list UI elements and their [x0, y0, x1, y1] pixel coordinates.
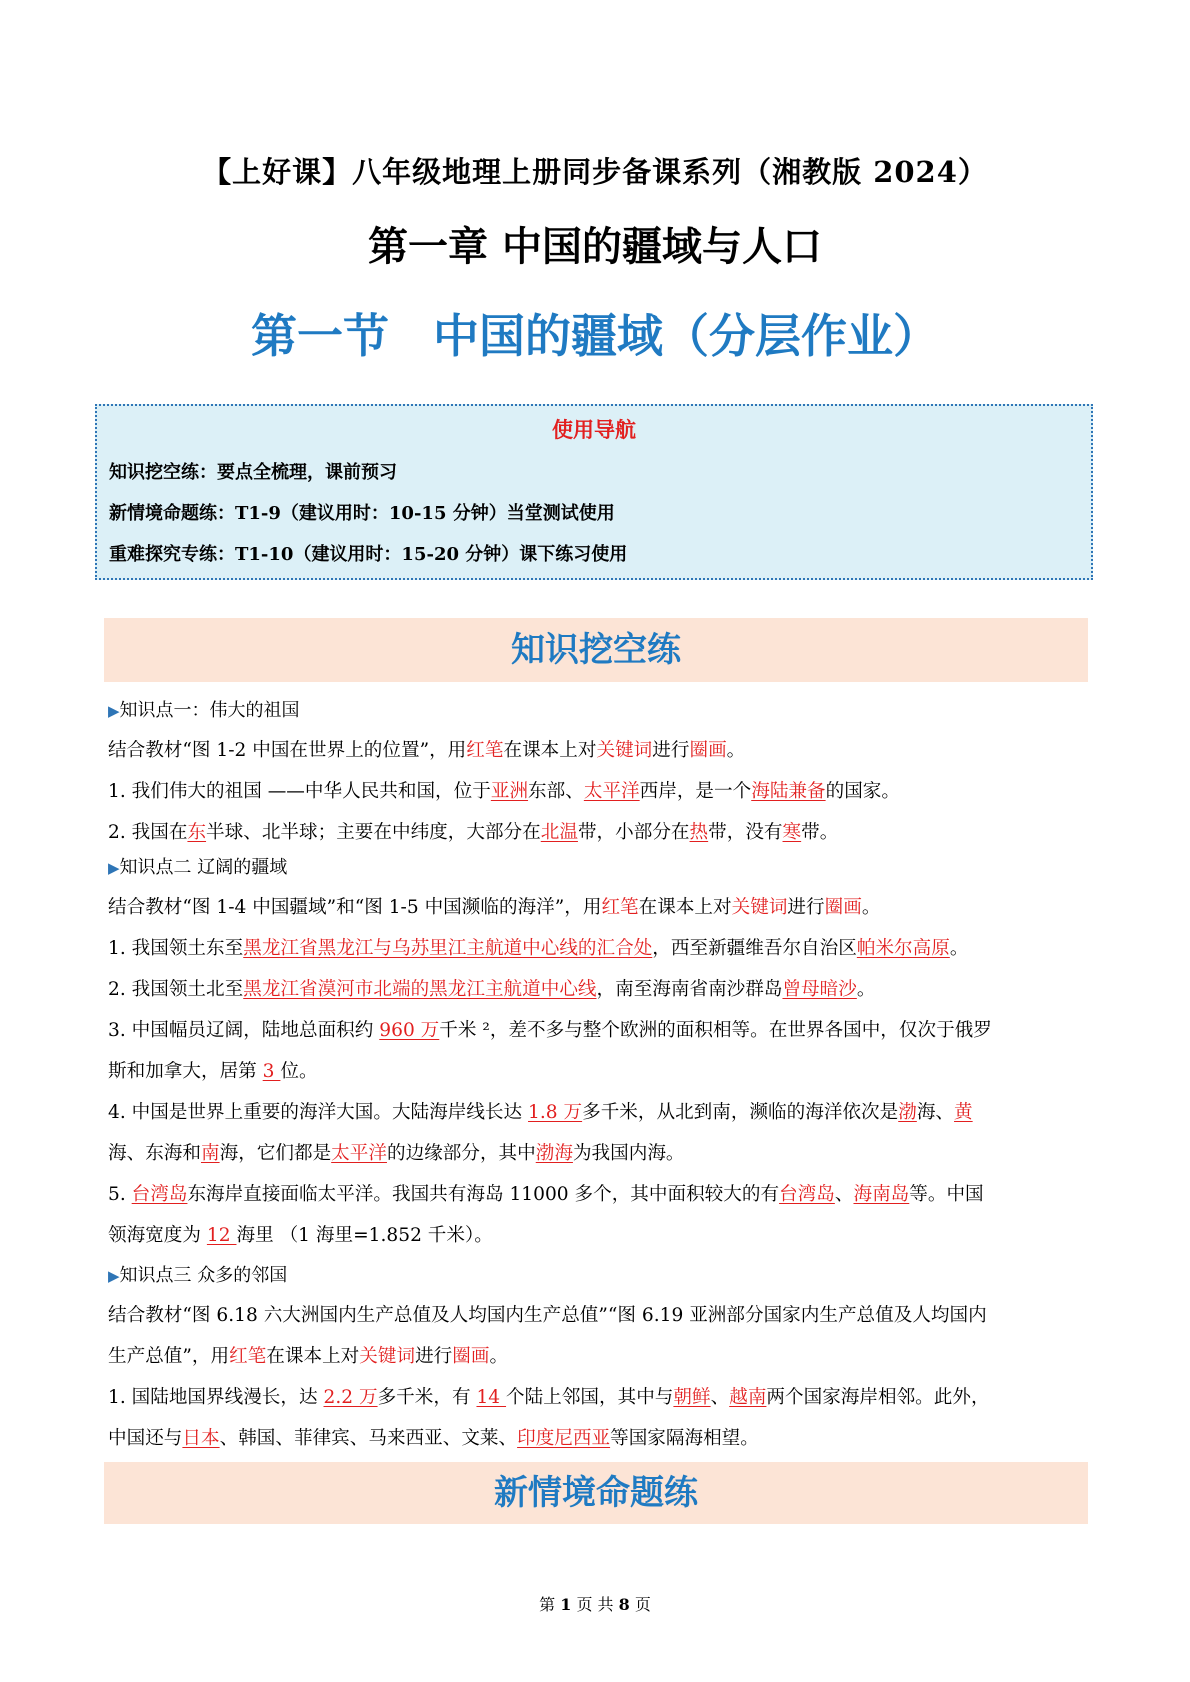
kp1-question-1: 1. 我们伟大的祖国 ——中华人民共和国，位于亚洲东部、太平洋西岸，是一个海陆兼备的国家。	[108, 781, 900, 802]
banner-new-context-practice: 新情境命题练	[104, 1462, 1088, 1524]
kp-title-text: 知识点一：伟大的祖国	[119, 700, 300, 721]
triangle-bullet-icon: ▶	[108, 1267, 120, 1285]
answer-blank: 台湾岛	[779, 1184, 835, 1205]
answer-blank: 台湾岛	[131, 1184, 188, 1205]
answer-blank: 北温	[540, 822, 578, 843]
answer-blank: 寒	[782, 822, 802, 843]
answer-blank: 南	[200, 1143, 220, 1164]
usage-navigation-box	[95, 404, 1093, 580]
page-number: 1	[560, 1595, 572, 1614]
answer-blank: 黑龙江省黑龙江与乌苏里江主航道中心线的汇合处	[243, 938, 653, 959]
answer-blank: 渤海	[535, 1143, 573, 1164]
kp2-intro: 结合教材“图 1-4 中国疆域”和“图 1-5 中国濒临的海洋”，用红笔在课本上对关键词进行圈画。	[108, 897, 881, 918]
section-number: 第一节	[251, 309, 389, 363]
nav-line-difficult: 重难探究专练：T1-10（建议用时：15-20 分钟）课下练习使用	[109, 544, 628, 565]
answer-blank: 日本	[182, 1428, 220, 1449]
kp3-question-1-cont: 中国还与日本、韩国、菲律宾、马来西亚、文莱、印度尼西亚等国家隔海相望。	[108, 1428, 759, 1449]
nav-line-new-context: 新情境命题练：T1-9（建议用时：10-15 分钟）当堂测试使用	[109, 503, 615, 524]
nav-line-knowledge: 知识挖空练：要点全梳理，课前预习	[109, 462, 397, 483]
answer-blank: 14	[476, 1387, 507, 1408]
answer-blank: 热	[689, 822, 709, 843]
kp2-question-5: 5. 台湾岛东海岸直接面临太平洋。我国共有海岛 11000 多个，其中面积较大的有台湾岛、海南岛等。中国	[108, 1184, 984, 1205]
kp2-question-3-cont: 斯和加拿大，居第 3 位。	[108, 1061, 318, 1082]
answer-blank: 朝鲜	[673, 1387, 711, 1408]
answer-blank: 曾母暗沙	[782, 979, 857, 1000]
kp2-question-1: 1. 我国领土东至黑龙江省黑龙江与乌苏里江主航道中心线的汇合处，西至新疆维吾尔自治区帕米尔高原。	[108, 938, 969, 959]
kp2-question-4: 4. 中国是世界上重要的海洋大国。大陆海岸线长达 1.8 万多千米，从北到南，濒临的海洋依次是渤海、黄	[108, 1102, 973, 1123]
answer-blank: 越南	[729, 1387, 767, 1408]
answer-blank: 太平洋	[331, 1143, 387, 1164]
answer-blank: 1.8 万	[528, 1102, 583, 1123]
answer-blank: 海陆兼备	[751, 781, 826, 802]
triangle-bullet-icon: ▶	[108, 702, 120, 720]
kp1-title	[108, 696, 300, 722]
kp1-intro: 结合教材“图 1-2 中国在世界上的位置”，用红笔在课本上对关键词进行圈画。	[108, 740, 746, 761]
page-total: 8	[618, 1595, 630, 1614]
section-title	[0, 300, 1190, 366]
answer-blank: 东	[187, 822, 207, 843]
answer-blank: 12	[206, 1225, 237, 1246]
series-title: 【上好课】八年级地理上册同步备课系列（湘教版 2024）	[202, 155, 988, 189]
section-name: 中国的疆域（分层作业）	[433, 309, 939, 363]
answer-blank: 渤	[898, 1102, 917, 1123]
answer-blank: 太平洋	[583, 781, 640, 802]
answer-blank: 亚洲	[490, 781, 529, 802]
chapter-title: 第一章 中国的疆域与人口	[368, 224, 822, 270]
nav-heading: 使用导航	[552, 418, 636, 442]
answer-blank: 帕米尔高原	[856, 938, 950, 959]
page-footer: 第 1 页 共 8 页	[539, 1595, 651, 1614]
banner-knowledge-practice: 知识挖空练	[104, 618, 1088, 682]
answer-blank: 黑龙江省漠河市北端的黑龙江主航道中心线	[243, 979, 597, 1000]
kp3-intro-cont: 生产总值”，用红笔在课本上对关键词进行圈画。	[108, 1346, 509, 1367]
kp2-question-2: 2. 我国领土北至黑龙江省漠河市北端的黑龙江主航道中心线，南至海南省南沙群岛曾母暗沙。	[108, 979, 876, 1000]
answer-blank: 2.2 万	[323, 1387, 378, 1408]
kp3-intro: 结合教材“图 6.18 六大洲国内生产总值及人均国内生产总值”“图 6.19 亚洲部分国家内生产总值及人均国内	[108, 1305, 987, 1326]
kp2-question-4-cont: 海、东海和南海，它们都是太平洋的边缘部分，其中渤海为我国内海。	[108, 1143, 685, 1164]
kp-title-text: 知识点三 众多的邻国	[119, 1265, 288, 1286]
kp1-question-2: 2. 我国在东半球、北半球；主要在中纬度，大部分在北温带，小部分在热带，没有寒带。	[108, 822, 839, 843]
kp-title-text: 知识点二 辽阔的疆域	[119, 857, 288, 878]
kp2-title	[108, 853, 287, 879]
kp3-title	[108, 1261, 287, 1287]
kp2-question-3: 3. 中国幅员辽阔，陆地总面积约 960 万千米 ²，差不多与整个欧洲的面积相等。在世界各国中，仅次于俄罗	[108, 1020, 992, 1041]
triangle-bullet-icon: ▶	[108, 859, 120, 877]
answer-blank: 海南岛	[853, 1184, 910, 1205]
answer-blank: 印度尼西亚	[517, 1428, 611, 1449]
answer-blank: 黄	[954, 1102, 973, 1123]
answer-blank: 960 万	[379, 1020, 440, 1041]
kp3-question-1: 1. 国陆地国界线漫长，达 2.2 万多千米，有 14 个陆上邻国，其中与朝鲜、越南两个国家海岸相邻。此外，	[108, 1387, 990, 1408]
kp2-question-5-cont: 领海宽度为 12 海里 （1 海里=1.852 千米）。	[108, 1225, 493, 1246]
answer-blank: 3	[262, 1061, 281, 1082]
